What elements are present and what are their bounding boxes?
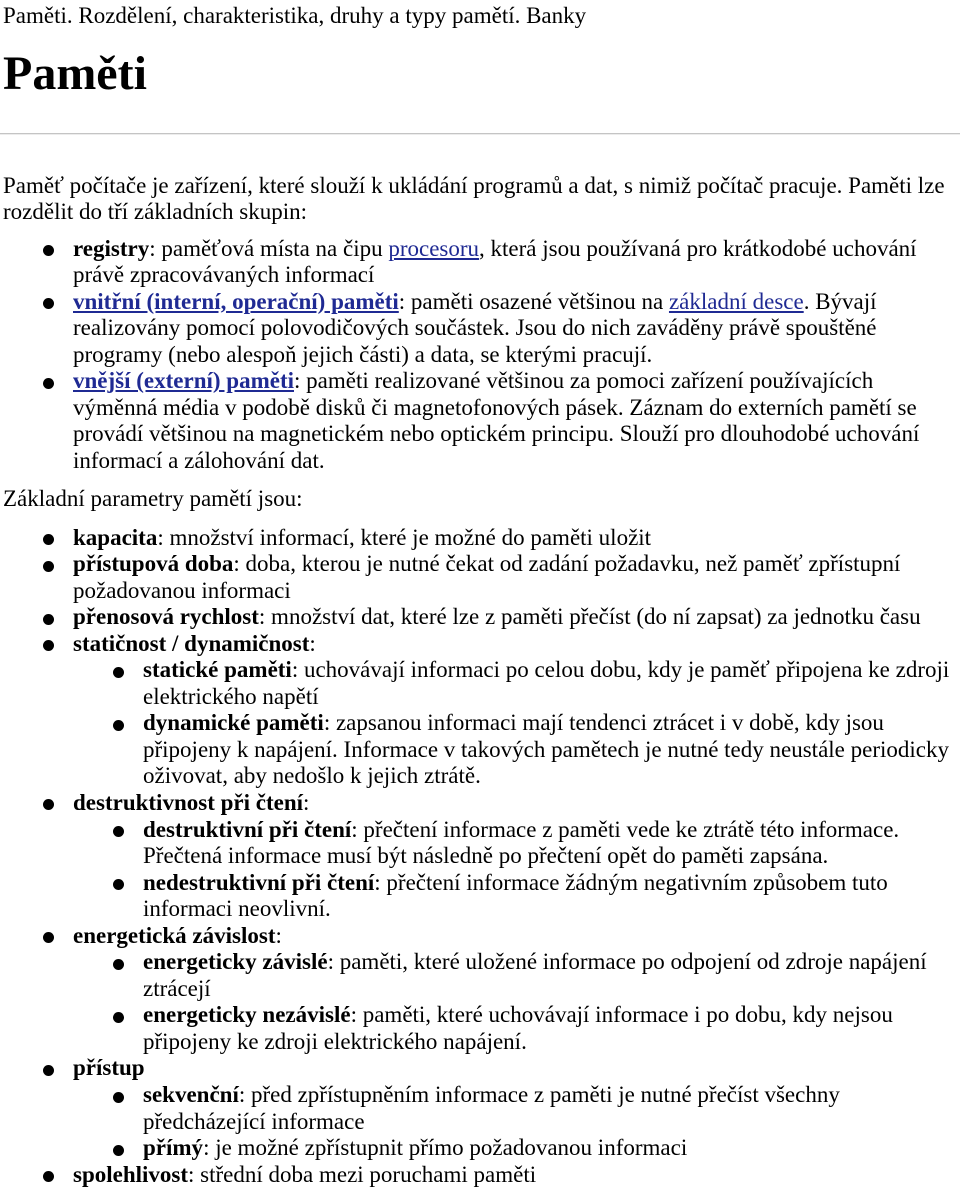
item-text: : množství informací, které je možné do paměti uložit	[157, 524, 652, 550]
term-direct: přímý	[143, 1135, 204, 1161]
list-item-access-time	[73, 551, 956, 604]
list-item-registry	[73, 236, 956, 289]
term-dynamic: dynamické paměti	[143, 710, 324, 736]
item-text: : paměti realizované většinou za pomoci zařízení používajících výměnná média v podobě disků či magnetofonových pásek. Záznam do externích pamětí se provádí většinou na magnetickém nebo optickém principu. Slouží pro dlouhodobé uchování informací a zálohování dat.	[73, 368, 920, 473]
link-internal-memory[interactable]: vnitřní (interní, operační) paměti	[73, 288, 399, 314]
term-access: přístup	[73, 1055, 145, 1081]
item-text: : přečtení informace z paměti vede ke ztrátě této informace. Přečtená informace musí být následně po přečtení opět do paměti zapsána.	[143, 816, 900, 869]
sublist-item-destructive	[143, 817, 956, 870]
sublist-item-nondestructive	[143, 870, 956, 923]
intro-paragraph: Paměť počítače je zařízení, které slouží k ukládání programů a dat, s nimiž počítač pracuje. Paměti lze rozdělit do tří základních skupin:	[3, 172, 945, 225]
term-nonvolatile: energeticky nezávislé	[143, 1002, 351, 1028]
page-title: Paměti	[3, 46, 147, 100]
document-title-line: Paměti. Rozdělení, charakteristika, druhy a typy pamětí. Banky	[3, 2, 587, 28]
term-volatile: energeticky závislé	[143, 949, 328, 975]
term-static: statické paměti	[143, 657, 292, 683]
list-item-reliability	[73, 1162, 956, 1189]
item-text: : paměti osazené většinou na	[398, 288, 669, 314]
term-destructive: destruktivní při čtení	[143, 816, 352, 842]
parameters-list	[3, 525, 956, 1189]
bullet-icon	[43, 534, 54, 545]
bullet-icon	[113, 1092, 124, 1103]
list-item-capacity	[73, 525, 956, 552]
term-capacity: kapacita	[73, 524, 158, 550]
bullet-icon	[43, 245, 54, 256]
bullet-icon	[43, 378, 54, 389]
item-text: : před zpřístupněním informace z paměti je nutné přečíst všechny předcházející informace	[143, 1082, 840, 1134]
bullet-icon	[43, 799, 54, 810]
item-text: : uchovávají informaci po celou dobu, kdy je paměť připojena ke zdroji elektrického napětí	[143, 657, 950, 709]
term-registry: registry	[73, 235, 150, 261]
sublist	[73, 657, 956, 790]
list-item-static-dynamic	[73, 631, 956, 790]
parameters-heading: Základní parametry pamětí jsou:	[3, 485, 303, 511]
bullet-icon	[43, 298, 54, 309]
bullet-icon	[113, 667, 124, 678]
item-text: : paměti, které uložené informace po odpojení od zdroje napájení ztrácejí	[143, 949, 927, 1001]
item-text: : množství dat, které lze z paměti přečíst (do ní zapsat) za jednotku času	[258, 604, 921, 630]
bullet-icon	[113, 1145, 124, 1156]
list-item-internal-memory	[73, 289, 956, 369]
sublist	[73, 949, 956, 1055]
link-procesoru[interactable]: procesoru	[388, 235, 480, 261]
link-external-memory[interactable]: vnější (externí) paměti	[73, 368, 294, 394]
term-reliability: spolehlivost	[73, 1161, 189, 1187]
list-item-destructive-read	[73, 790, 956, 923]
bullet-icon	[43, 640, 54, 651]
item-text: : zapsanou informaci mají tendenci ztrácet i v době, kdy jsou připojeny k napájení. Informace v takových pamětech je nutné tedy neustále periodicky oživovat, aby nedošlo k jejich ztrátě.	[143, 710, 949, 789]
bullet-icon	[113, 959, 124, 970]
sublist-item-sequential	[143, 1082, 956, 1135]
list-item-energy-dependence	[73, 923, 956, 1056]
item-text: :	[309, 630, 316, 656]
term-static-dynamic: statičnost / dynamičnost	[73, 630, 310, 656]
item-text: : přečtení informace žádným negativním způsobem tuto informaci neovlivní.	[143, 869, 888, 922]
item-text: : paměťová místa na čipu	[149, 235, 389, 261]
item-text: : střední doba mezi poruchami paměti	[188, 1161, 537, 1187]
sublist-item-direct	[143, 1135, 956, 1162]
item-text: , která jsou používaná pro krátkodobé uchování právě zpracovávaných informací	[73, 235, 917, 288]
bullet-icon	[113, 720, 124, 731]
list-item-transfer-rate	[73, 604, 956, 631]
bullet-icon	[113, 879, 124, 890]
bullet-icon	[113, 1012, 124, 1023]
term-nondestructive: nedestruktivní při čtení	[143, 869, 375, 895]
bullet-icon	[43, 1171, 54, 1182]
divider	[0, 133, 960, 135]
item-text: : doba, kterou je nutné čekat od zadání požadavku, než paměť zpřístupní požadovanou informaci	[73, 551, 901, 603]
bullet-icon	[43, 614, 54, 625]
memory-groups-list	[3, 236, 956, 475]
sublist-item-volatile	[143, 949, 956, 1002]
item-text: : je možné zpřístupnit přímo požadovanou informaci	[203, 1135, 688, 1161]
sublist-item-static	[143, 657, 956, 710]
term-energy-dependence: energetická závislost	[73, 922, 276, 948]
sublist-item-dynamic	[143, 710, 956, 790]
item-text: :	[275, 922, 282, 948]
list-item-access	[73, 1055, 956, 1161]
sublist-item-nonvolatile	[143, 1002, 956, 1055]
sublist	[73, 817, 956, 923]
bullet-icon	[43, 1065, 54, 1076]
link-motherboard[interactable]: základní desce	[668, 288, 804, 314]
sublist	[73, 1082, 956, 1162]
item-text: : paměti, které uchovávají informace i po dobu, kdy nejsou připojeny ke zdroji elektrického napájení.	[143, 1002, 893, 1054]
item-text: :	[303, 789, 310, 815]
term-sequential: sekvenční	[143, 1082, 239, 1107]
bullet-icon	[43, 932, 54, 943]
item-text: . Bývají realizovány pomocí polovodičových součástek. Jsou do nich zaváděny právě spouštěné programy (nebo alespoň jejich části) a data, se kterými pracují.	[73, 288, 877, 367]
term-access-time: přístupová doba	[73, 551, 234, 577]
bullet-icon	[43, 561, 54, 572]
term-transfer-rate: přenosová rychlost	[73, 604, 259, 630]
term-destructive-read: destruktivnost při čtení	[73, 789, 303, 815]
list-item-external-memory	[73, 368, 956, 474]
bullet-icon	[113, 826, 124, 837]
